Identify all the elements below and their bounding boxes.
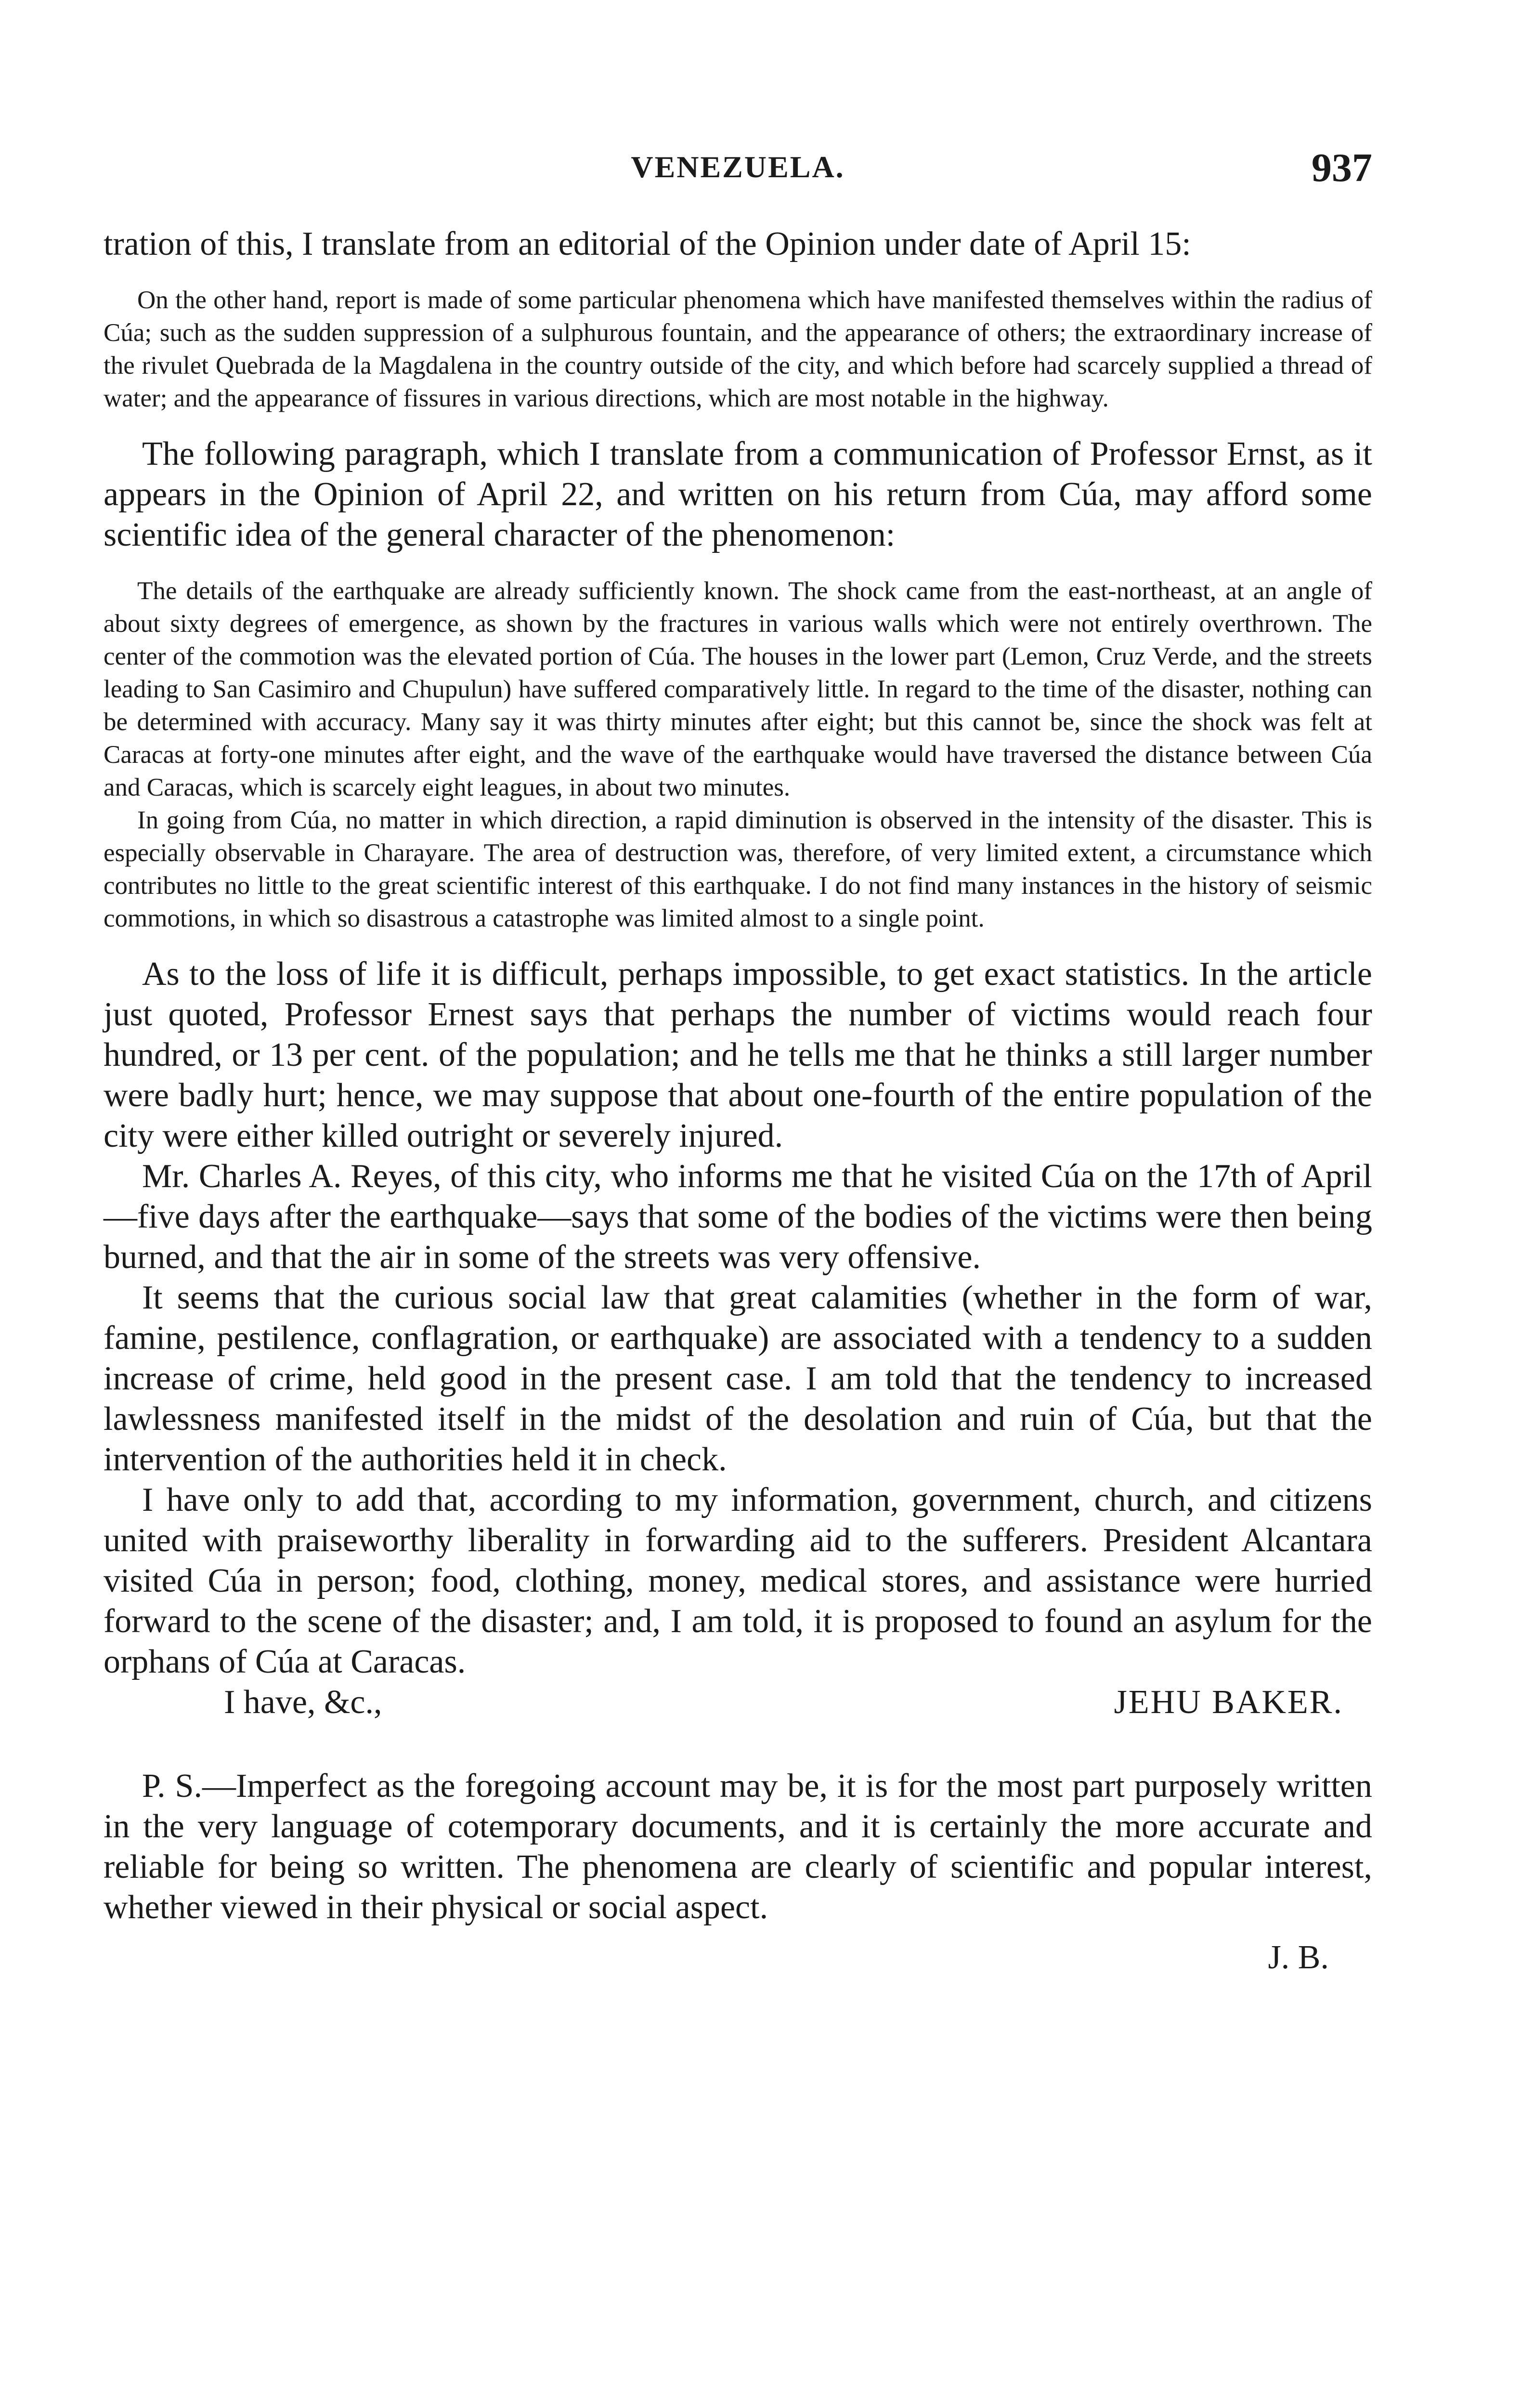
paragraph-continuation: tration of this, I translate from an editorial of the Opinion under date of April 15: bbox=[104, 225, 1191, 262]
page-header bbox=[104, 144, 1372, 197]
quote-professor-ernst bbox=[104, 575, 1372, 935]
quote-opinion-april-15 bbox=[104, 284, 1372, 415]
page-number: 937 bbox=[1312, 145, 1372, 190]
closing-salutation: I have, &c., bbox=[224, 1684, 382, 1721]
letter-closing bbox=[104, 1682, 1372, 1723]
paragraph-loss-of-life: As to the loss of life it is difficult, perhaps impossible, to get exact statistics. In the article just quoted, Professor Ernest says that perhaps the number of victims would reach four hundred, or 13 per cent. of the population; and he tells me that he thinks a still larger number were badly hurt; hence, we may suppose that about one-fourth of the entire population of the city were either killed outright or severely injured. bbox=[104, 955, 1372, 1154]
postscript-initials: J. B. bbox=[1268, 1939, 1329, 1976]
paragraph-aid: I have only to add that, according to my information, government, church, and citizens united with praiseworthy liberality in forwarding aid to the sufferers. President Alcantara visited Cúa in person; food, clothing, money, medical stores, and assistance were hurried forward to the scene of the disaster; and, I am told, it is proposed to found an asylum for the orphans of Cúa at Caracas. bbox=[104, 1481, 1372, 1680]
postscript: P. S.—Imperfect as the foregoing account may be, it is for the most part purposely written in the very language of cotemporary documents, and it is certainly the more accurate and reliable for being so written. The phenomena are clearly of scientific and popular interest, whether viewed in their physical or social aspect. bbox=[104, 1767, 1372, 1926]
quote-paragraph: The details of the earthquake are already sufficiently known. The shock came from the east-northeast, at an angle of about sixty degrees of emergence, as shown by the fractures in various walls which were not entirely overthrown. The center of the commotion was the elevated portion of Cúa. The houses in the lower part (Lemon, Cruz Verde, and the streets leading to San Casimiro and Chupulun) have suffered comparatively little. In regard to the time of the disaster, nothing can be determined with accuracy. Many say it was thirty minutes after eight; but this cannot be, since the shock was felt at Caracas at forty-one minutes after eight, and the wave of the earthquake would have traversed the distance between Cúa and Caracas, which is scarcely eight leagues, in about two minutes. bbox=[104, 577, 1372, 801]
quote-paragraph: In going from Cúa, no matter in which direction, a rapid diminution is observed in the intensity of the disaster. This is especially observable in Charayare. The area of destruction was, therefore, of very limited extent, a circumstance which contributes no little to the great scientific interest of this earthquake. I do not find many instances in the history of seismic commotions, in which so disastrous a catastrophe was limited almost to a single point. bbox=[104, 806, 1372, 932]
paragraph-social-law: It seems that the curious social law that great calamities (whether in the form of war, famine, pestilence, conflagration, or earthquake) are associated with a tendency to a sudden increase of crime, held good in the present case. I am told that the tendency to increased lawlessness manifested itself in the midst of the desolation and ruin of Cúa, but that the intervention of the authorities held it in check. bbox=[104, 1279, 1372, 1478]
signature: JEHU BAKER. bbox=[1114, 1684, 1343, 1721]
running-title: VENEZUELA. bbox=[631, 150, 845, 184]
paragraph-intro-ernst: The following paragraph, which I translate from a communication of Professor Ernst, as it appears in the Opinion of April 22, and written on his return from Cúa, may afford some scientific idea of the general character of the phenomenon: bbox=[104, 435, 1372, 553]
page-content bbox=[104, 224, 1372, 1978]
paragraph-reyes: Mr. Charles A. Reyes, of this city, who informs me that he visited Cúa on the 17th of April—five days after the earthquake—says that some of the bodies of the victims were then being burned, and that the air in some of the streets was very offensive. bbox=[104, 1158, 1372, 1276]
quote-paragraph: On the other hand, report is made of some particular phenomena which have manifested themselves within the radius of Cúa; such as the sudden suppression of a sulphurous fountain, and the appearance of others; the extraordinary increase of the rivulet Quebrada de la Magdalena in the country outside of the city, and which before had scarcely supplied a thread of water; and the appearance of fissures in various directions, which are most notable in the highway. bbox=[104, 286, 1372, 412]
